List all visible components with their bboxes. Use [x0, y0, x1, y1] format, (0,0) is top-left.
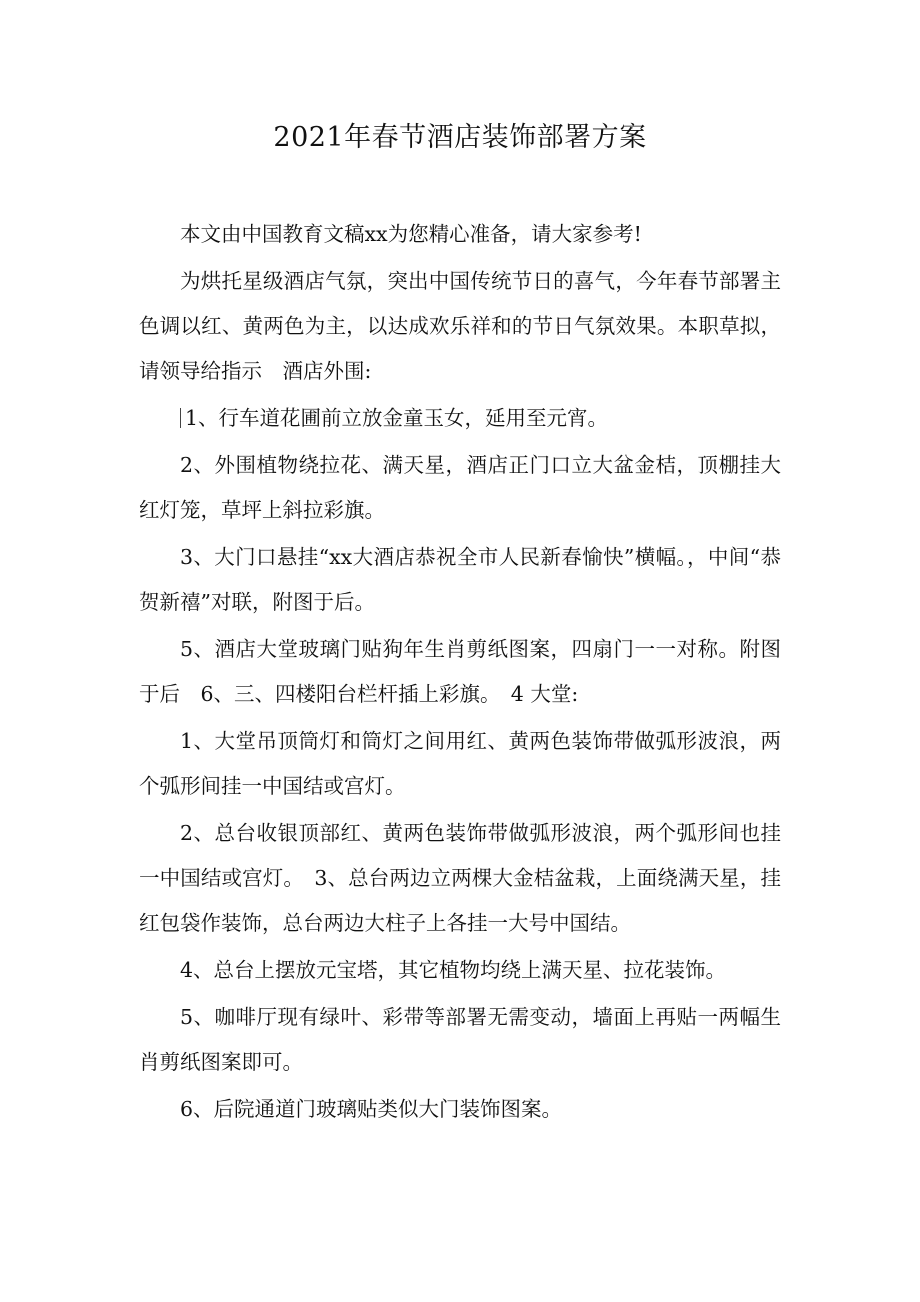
document-title: 2021年春节酒店装饰部署方案 — [273, 122, 647, 153]
paragraph-item: 3、大门口悬挂“xx大酒店恭祝全市人民新春愉快”横幅。，中间“恭贺新禧”对联，附图于后。 — [139, 545, 781, 614]
paragraph-item-text: 1、行车道花圃前立放金童玉女，延用至元宵。 — [185, 406, 609, 430]
paragraph-item: 6、后院通道门玻璃贴类似大门装饰图案。 — [180, 1097, 563, 1121]
paragraph-item: 2、总台收银顶部红、黄两色装饰带做弧形波浪，两个弧形间也挂一中国结或宫灯。 3、总台两边立两棵大金桔盆栽，上面绕满天星，挂红包袋作装饰，总台两边大柱子上各挂一大号中国结。 — [139, 821, 781, 935]
paragraph-intro: 本文由中国教育文稿xx为您精心准备，请大家参考! — [180, 222, 642, 246]
text-cursor — [180, 408, 181, 428]
paragraph-item: 5、咖啡厅现有绿叶、彩带等部署无需变动，墙面上再贴一两幅生肖剪纸图案即可。 — [139, 1005, 781, 1074]
paragraph-item: 1、大堂吊顶筒灯和筒灯之间用红、黄两色装饰带做弧形波浪，两个弧形间挂一中国结或宫灯。 — [139, 729, 781, 798]
paragraph-item — [139, 396, 781, 441]
paragraph-purpose: 为烘托星级酒店气氛，突出中国传统节日的喜气，今年春节部署主色调以红、黄两色为主，以达成欢乐祥和的节日气氛效果。本职草拟，请领导给指示 酒店外围: — [139, 269, 781, 383]
document-body — [139, 212, 781, 1134]
paragraph-item: 4、总台上摆放元宝塔，其它植物均绕上满天星、拉花装饰。 — [180, 958, 727, 982]
paragraph-item: 5、酒店大堂玻璃门贴狗年生肖剪纸图案，四扇门一一对称。附图于后 6、三、四楼阳台栏杆插上彩旗。 4 大堂: — [139, 637, 781, 706]
paragraph-item: 2、外围植物绕拉花、满天星，酒店正门口立大盆金桔，顶棚挂大红灯笼，草坪上斜拉彩旗。 — [139, 453, 781, 522]
